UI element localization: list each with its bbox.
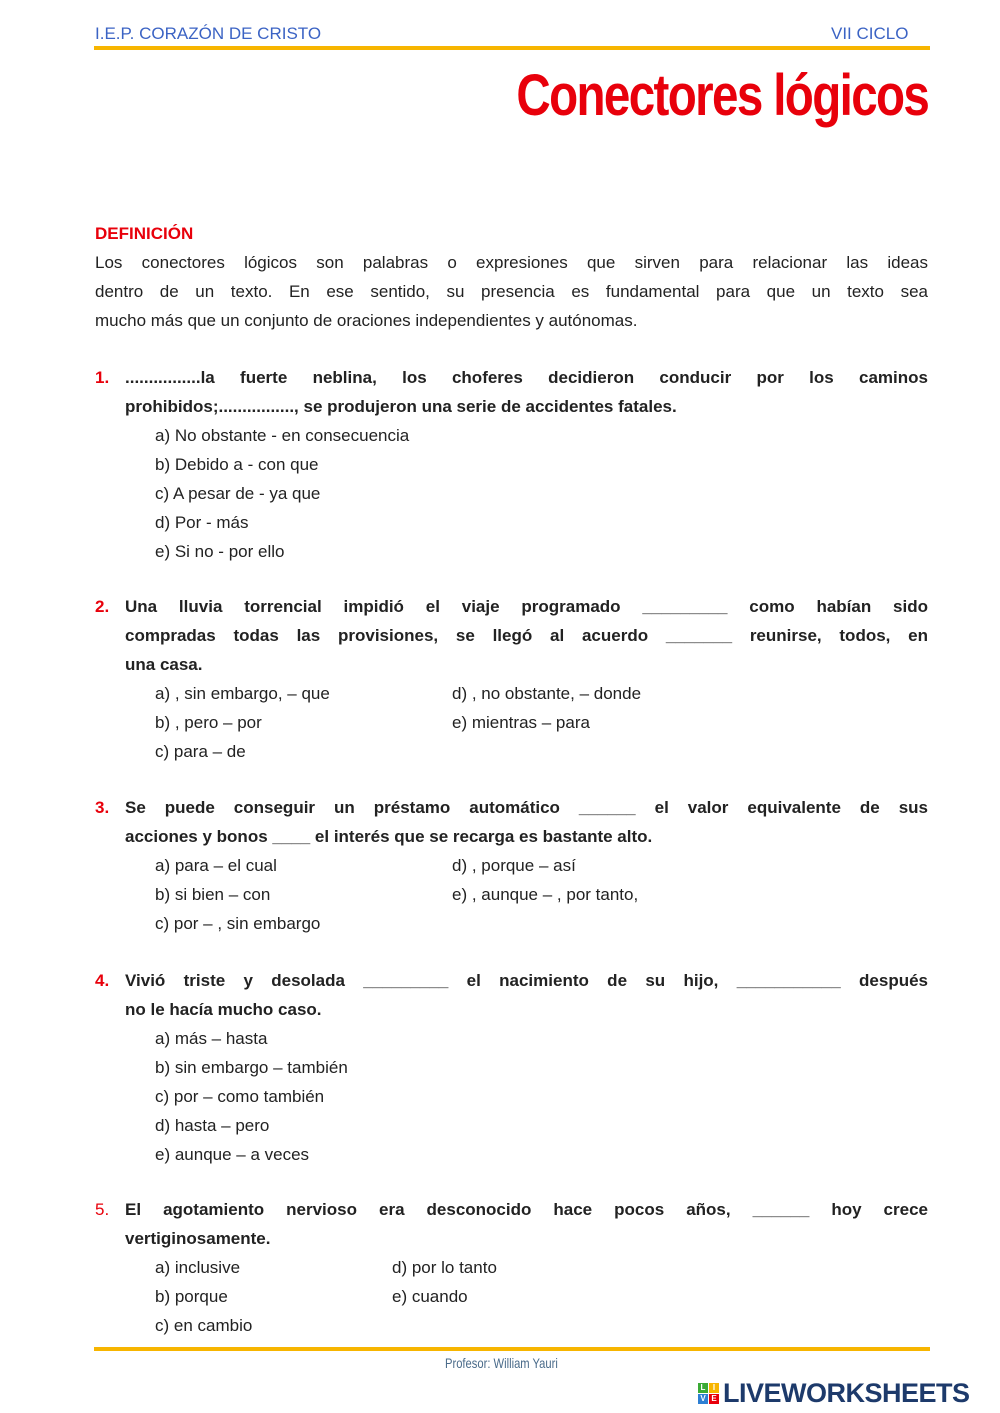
option[interactable]: a) más – hasta — [155, 1029, 268, 1048]
logo-letter: V — [698, 1394, 708, 1404]
option[interactable]: a) para – el cual — [155, 856, 277, 875]
option[interactable]: b) , pero – por — [155, 713, 262, 732]
question-text-line: ................la fuerte neblina, los choferes decidieron conducir por los caminos — [125, 368, 928, 387]
header-rule — [94, 46, 930, 50]
definition-heading: DEFINICIÓN — [95, 224, 194, 243]
option[interactable]: d) por lo tanto — [392, 1258, 497, 1277]
question-1 — [95, 363, 928, 566]
option[interactable]: c) para – de — [155, 742, 246, 761]
option[interactable]: c) en cambio — [155, 1316, 253, 1335]
question-text-line: El agotamiento nervioso era desconocido hace pocos años, ______ hoy crece — [125, 1200, 928, 1219]
option[interactable]: c) por – como también — [155, 1087, 325, 1106]
liveworksheets-logo — [698, 1378, 970, 1409]
logo-letter: L — [698, 1383, 708, 1393]
option[interactable]: b) si bien – con — [155, 885, 271, 904]
footer-rule — [94, 1347, 930, 1351]
question-5 — [95, 1195, 928, 1340]
option[interactable]: d) Por - más — [155, 513, 249, 532]
options — [155, 1024, 928, 1169]
definition-line: Los conectores lógicos son palabras o expresiones que sirven para relacionar las ideas — [95, 253, 928, 272]
options — [155, 679, 928, 766]
question-text-line: no le hacía mucho caso. — [125, 1000, 322, 1019]
option[interactable]: e) , aunque – , por tanto, — [452, 885, 639, 904]
options — [155, 421, 928, 566]
question-text-line: Una lluvia torrencial impidió el viaje programado _________ como habían sido — [125, 597, 928, 616]
logo-blocks-icon — [698, 1383, 719, 1404]
option[interactable]: d) hasta – pero — [155, 1116, 270, 1135]
logo-letter: I — [709, 1383, 719, 1393]
options — [155, 851, 928, 938]
option[interactable]: a) , sin embargo, – que — [155, 684, 330, 703]
question-text-line: Se puede conseguir un préstamo automático ______ el valor equivalente de sus — [125, 798, 928, 817]
question-number: 3. — [95, 798, 110, 817]
page-title: Conectores lógicos — [516, 63, 928, 128]
question-2 — [95, 592, 928, 766]
option[interactable]: b) Debido a - con que — [155, 455, 319, 474]
option[interactable]: a) inclusive — [155, 1258, 241, 1277]
teacher-name: Profesor: William Yauri — [445, 1355, 558, 1371]
option[interactable]: b) porque — [155, 1287, 228, 1306]
option[interactable]: c) por – , sin embargo — [155, 914, 321, 933]
definition-section — [95, 219, 928, 335]
option[interactable]: d) , porque – así — [452, 856, 576, 875]
school-name: I.E.P. CORAZÓN DE CRISTO — [95, 24, 322, 43]
cycle-label: VII CICLO — [831, 24, 909, 43]
question-number: 1. — [95, 368, 110, 387]
question-text-line: compradas todas las provisiones, se llegó al acuerdo _______ reunirse, todos, en — [125, 626, 928, 645]
definition-line: mucho más que un conjunto de oraciones independientes y autónomas. — [95, 311, 638, 330]
option[interactable]: e) Si no - por ello — [155, 542, 285, 561]
question-4 — [95, 966, 928, 1169]
question-text-line: acciones y bonos ____ el interés que se recarga es bastante alto. — [125, 827, 653, 846]
question-text-line: Vivió triste y desolada _________ el nacimiento de su hijo, ___________ después — [125, 971, 928, 990]
option[interactable]: a) No obstante - en consecuencia — [155, 426, 410, 445]
option[interactable]: e) aunque – a veces — [155, 1145, 310, 1164]
option[interactable]: d) , no obstante, – donde — [452, 684, 642, 703]
question-number: 4. — [95, 971, 110, 990]
question-number: 5. — [95, 1200, 110, 1219]
brand-name: LIVEWORKSHEETS — [723, 1378, 970, 1408]
option[interactable]: e) cuando — [392, 1287, 468, 1306]
option[interactable]: e) mientras – para — [452, 713, 590, 732]
option[interactable]: b) sin embargo – también — [155, 1058, 348, 1077]
option[interactable]: c) A pesar de - ya que — [155, 484, 321, 503]
question-text-line: vertiginosamente. — [125, 1229, 271, 1248]
question-3 — [95, 793, 928, 938]
question-text-line: una casa. — [125, 655, 203, 674]
question-number: 2. — [95, 597, 110, 616]
question-text-line: prohibidos;................, se produjeron una serie de accidentes fatales. — [125, 397, 677, 416]
options — [155, 1253, 928, 1340]
definition-line: dentro de un texto. En ese sentido, su presencia es fundamental para que un texto sea — [95, 282, 928, 301]
logo-letter: E — [709, 1394, 719, 1404]
